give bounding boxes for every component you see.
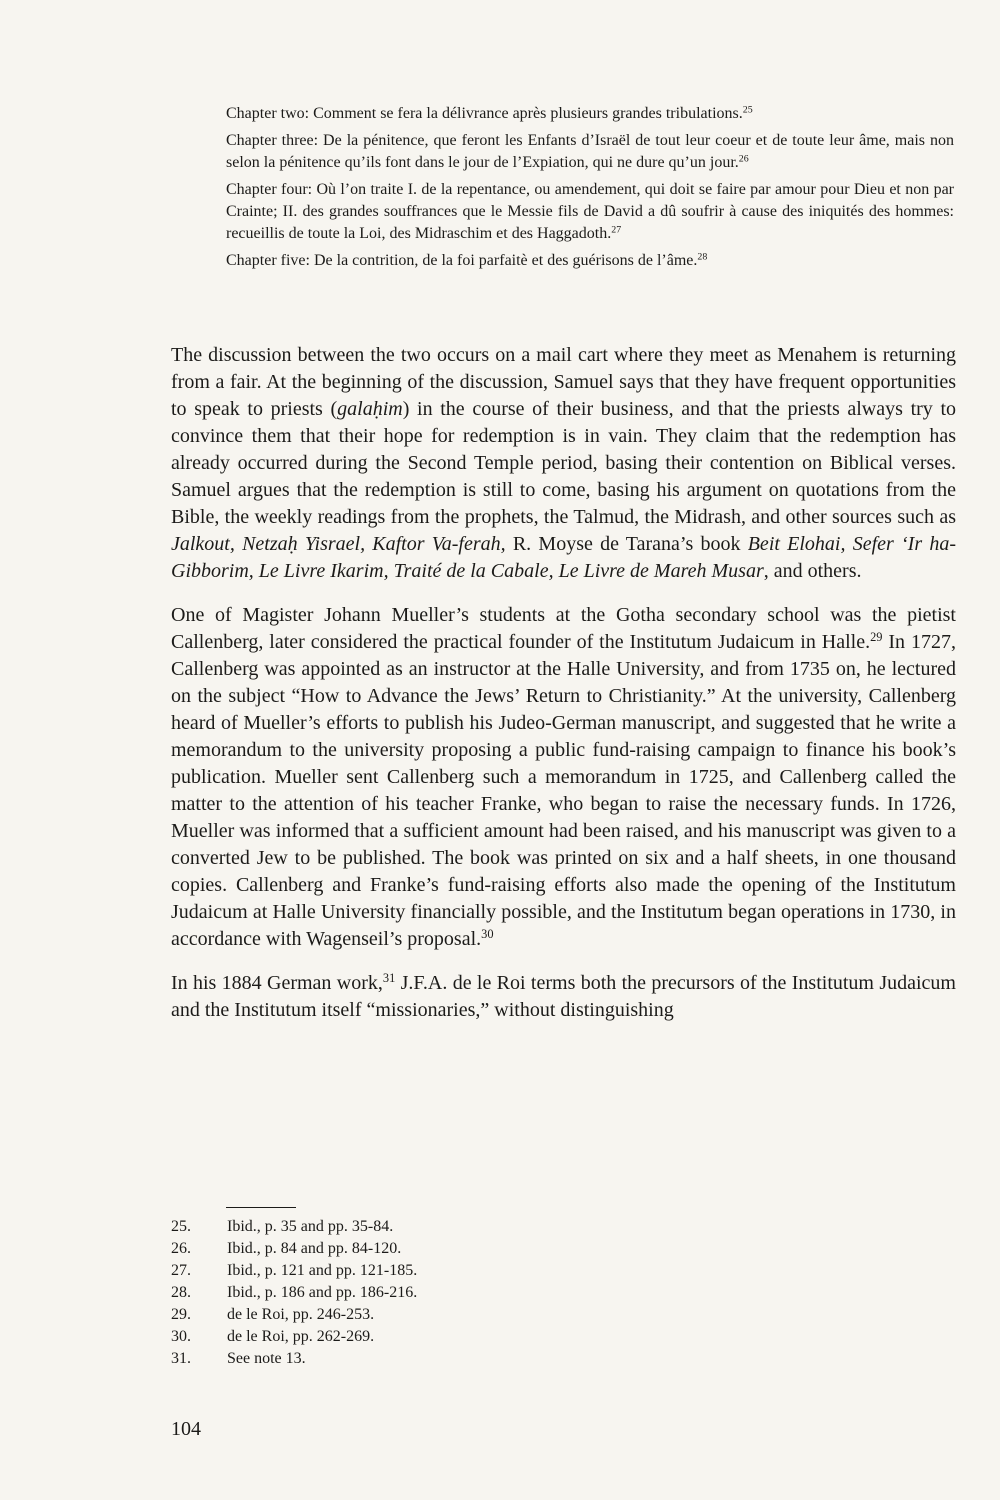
chapter-entry: Chapter four: Où l’on traite I. de la repentance, ou amendement, qui doit se faire par amour pour Dieu et non par Crainte; II. des grandes souffrances que le Messie fils de David a dû soufrir à cause des iniquités des hommes: recueillis de toute la Loi, des Midraschim et des Haggadoth.$^{27}$ xyxy=(226,181,954,242)
footnote xyxy=(171,1326,671,1348)
paragraph: The discussion between the two occurs on a mail cart where they meet as Menahem is returning from a fair. At the beginning of the discussion, Samuel says that they have frequent opportunities to speak to priests (galaḥim) in the course of their business, and that the priests always try to convince them that their hope for redemption is in vain. They claim that the redemption has already occurred during the Second Temple period, basing their contention on Biblical verses. Samuel argues that the redemption is still to come, basing his argument on quotations from the Bible, the weekly readings from the prophets, the Talmud, the Midrash, and other sources such as Jalkout, Netzaḥ Yisrael, Kaftor Va-ferah, R. Moyse de Tarana’s book Beit Elohai, Sefer ‘Ir ha-Gibborim, Le Livre Ikarim, Traité de la Cabale, Le Livre de Mareh Musar, and others. xyxy=(171,344,957,582)
footnote-number: 31. xyxy=(171,1350,191,1367)
paragraph: One of Magister Johann Mueller’s students at the Gotha secondary school was the pietist Callenberg, later considered the practical founder of the Institutum Judaicum in Halle.$^{29}$ In 1727, Callenberg was appointed as an instructor at the Halle University, and from 1735 on, he lectured on the subject “How to Advance the Jews’ Return to Christianity.” At the university, Callenberg heard of Mueller’s efforts to publish his Judeo-German manuscript, and suggested that he write a memorandum to the university proposing a public fund-raising campaign to finance his book’s publication. Mueller sent Callenberg such a memorandum in 1725, and Callenberg called the matter to the attention of his teacher Franke, who began to raise the necessary funds. In 1726, Mueller was informed that a sufficient amount had been raised, and his manuscript was given to a converted Jew to be published. The book was printed on six and a half sheets, in one thousand copies. Callenberg and Franke’s fund-raising efforts also made the opening of the Institutum Judaicum at Halle University financially possible, and the Institutum began operations in 1730, in accordance with Wagenseil’s proposal.$^{30}$ xyxy=(171,604,956,950)
footnote-text: Ibid., p. 121 and pp. 121-185. xyxy=(227,1262,418,1279)
footnote-text: Ibid., p. 186 and pp. 186-216. xyxy=(227,1284,418,1301)
footnote-number: 28. xyxy=(171,1284,191,1301)
footnote-text: Ibid., p. 84 and pp. 84-120. xyxy=(227,1240,402,1257)
footnote-ref: 31 xyxy=(382,971,396,986)
chapter-entry: Chapter two: Comment se fera la délivrance après plusieurs grandes tribulations.$^{25}$ xyxy=(226,104,753,122)
footnote-number: 30. xyxy=(171,1328,191,1345)
footnote-text: Ibid., p. 35 and pp. 35-84. xyxy=(227,1218,394,1235)
footnote-ref: 26 xyxy=(738,153,749,165)
footnote-text: de le Roi, pp. 262-269. xyxy=(227,1328,375,1345)
footnote xyxy=(171,1282,671,1304)
footnote-number: 25. xyxy=(171,1218,191,1235)
footnote-number: 26. xyxy=(171,1240,191,1257)
footnote-ref: 28 xyxy=(697,251,708,263)
footnote-number: 29. xyxy=(171,1306,191,1323)
footnote-number: 27. xyxy=(171,1262,191,1279)
footnote-text: See note 13. xyxy=(227,1350,306,1367)
footnote-ref: 29 xyxy=(870,630,883,645)
chapter-entry: Chapter three: De la pénitence, que feront les Enfants d’Israël de tout leur coeur et de toute leur âme, mais non selon la pénitence qu’ils font dans le jour de l’Expiation, qui ne dure qu’un jour.$^{26}$ xyxy=(226,132,954,171)
footnote xyxy=(171,1260,671,1282)
chapter-list xyxy=(226,103,954,277)
footnotes xyxy=(171,1216,671,1370)
footnote xyxy=(171,1238,671,1260)
paragraph: In his 1884 German work,$^{31}$ J.F.A. de le Roi terms both the precursors of the Institutum Judaicum and the Institutum itself “missionaries,” without distinguishing xyxy=(171,971,956,1021)
footnote-text: de le Roi, pp. 246-253. xyxy=(227,1306,375,1323)
footnote xyxy=(171,1216,671,1238)
page-number: 104 xyxy=(171,1418,201,1440)
chapter-entry: Chapter five: De la contrition, de la foi parfaitè et des guérisons de l’âme.$^{28}$ xyxy=(226,251,708,269)
footnote xyxy=(171,1304,671,1326)
footnote-ref: 27 xyxy=(611,224,622,236)
body-text xyxy=(171,342,956,1038)
footnote-ref: 25 xyxy=(742,104,753,116)
footnote-divider xyxy=(226,1207,296,1208)
footnote-ref: 30 xyxy=(481,927,494,942)
footnote xyxy=(171,1348,671,1370)
